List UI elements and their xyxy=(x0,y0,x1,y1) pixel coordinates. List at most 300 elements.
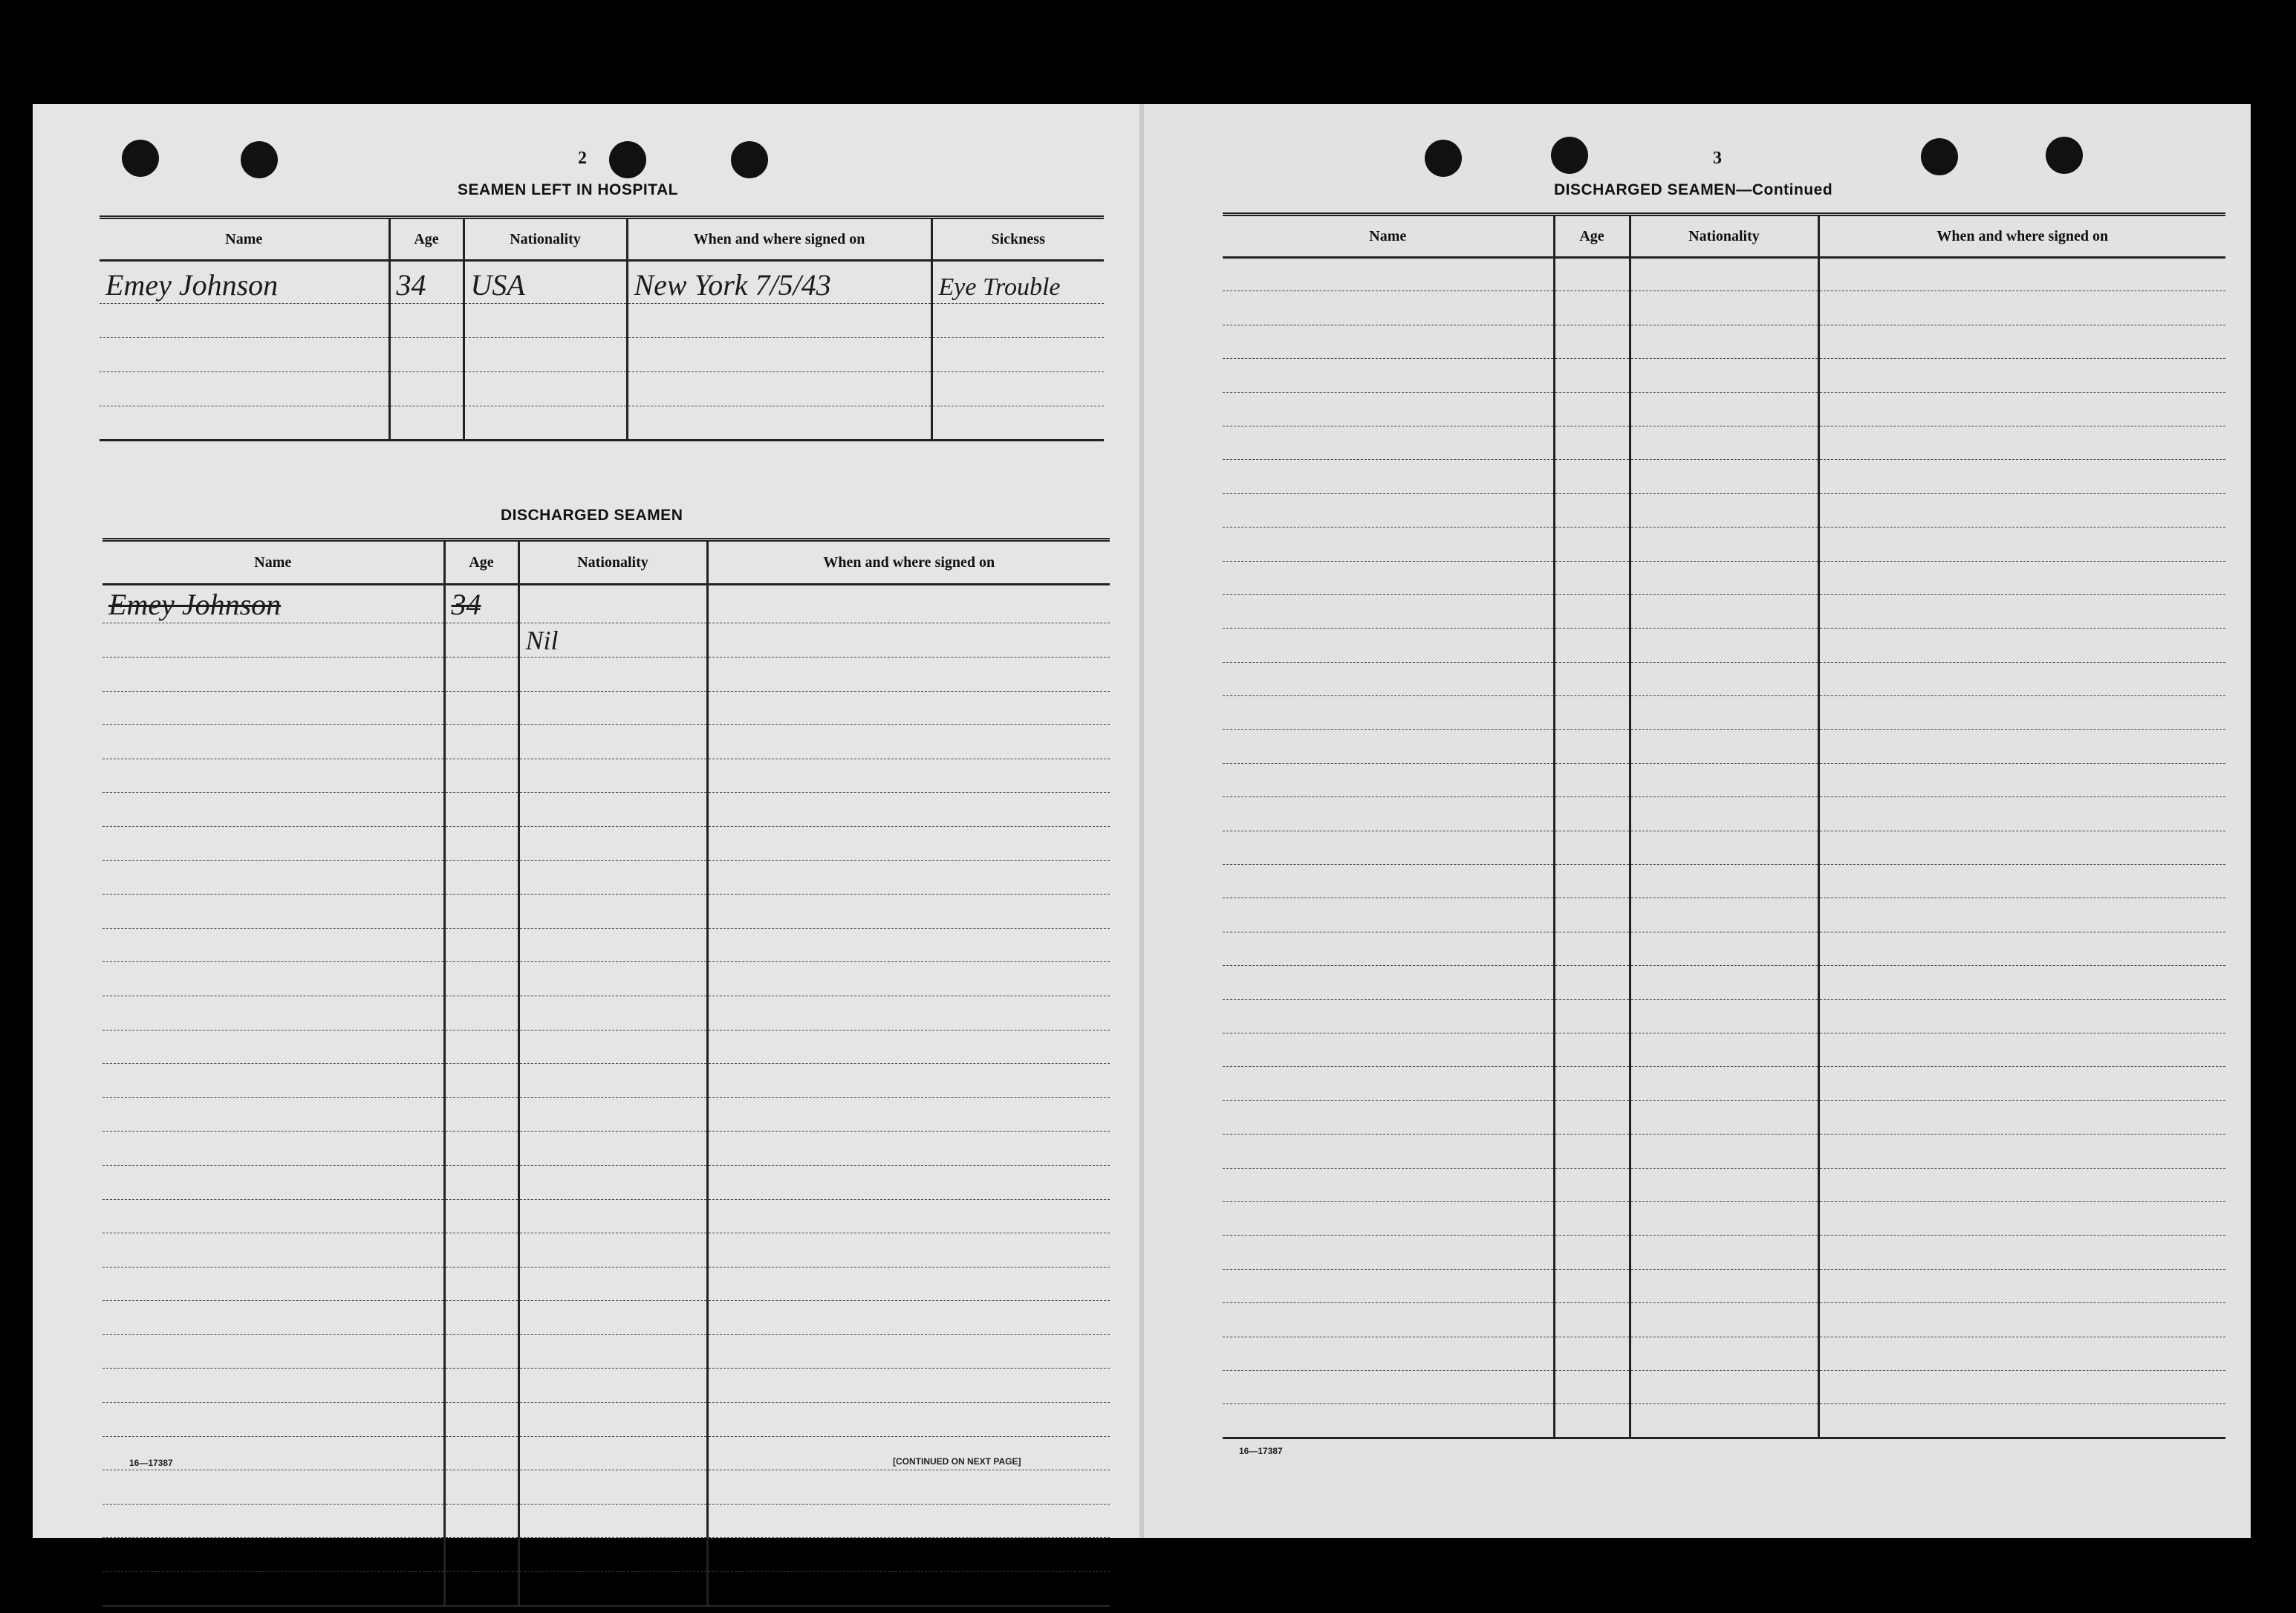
table-cell xyxy=(518,1030,707,1064)
table-cell xyxy=(707,962,1110,996)
form-number: 16—17387 xyxy=(129,1458,173,1468)
table-cell xyxy=(1630,1033,1818,1066)
table-cell xyxy=(1554,898,1630,932)
table-cell xyxy=(444,725,518,759)
table-cell xyxy=(518,826,707,860)
column-header-signed-on: When and where signed on xyxy=(1818,215,2225,258)
table-cell xyxy=(1630,1236,1818,1269)
table-cell xyxy=(444,1199,518,1233)
table-cell xyxy=(518,1403,707,1437)
table-cell xyxy=(1223,898,1554,932)
page-number: 2 xyxy=(578,149,587,168)
table-cell xyxy=(1223,865,1554,898)
table-row xyxy=(100,372,1104,406)
table-cell xyxy=(1554,831,1630,864)
handwritten-age: 34 xyxy=(451,588,481,621)
punch-hole xyxy=(731,141,768,178)
table-cell xyxy=(1818,1236,2225,1269)
table-row xyxy=(1223,1370,2225,1403)
table-cell xyxy=(707,996,1110,1030)
table-row xyxy=(103,1470,1110,1505)
table-cell xyxy=(1554,1236,1630,1269)
table-cell xyxy=(1223,932,1554,965)
page-number: 3 xyxy=(1713,149,1722,168)
table-cell xyxy=(1223,696,1554,730)
table-cell xyxy=(444,996,518,1030)
table-cell xyxy=(518,1436,707,1470)
table-row xyxy=(103,1572,1110,1606)
table-cell xyxy=(707,860,1110,895)
discharged-table xyxy=(103,538,1110,1607)
table-cell xyxy=(444,691,518,725)
table-cell xyxy=(1554,966,1630,999)
section-title-hospital: SEAMEN LEFT IN HOSPITAL xyxy=(458,181,678,198)
table-row xyxy=(1223,1236,2225,1269)
table-cell xyxy=(1818,291,2225,325)
table-cell xyxy=(1818,629,2225,662)
handwritten-nationality: Nil xyxy=(525,626,559,655)
table-cell xyxy=(518,1267,707,1301)
table-cell xyxy=(103,1538,444,1572)
table-cell xyxy=(1818,528,2225,561)
table-row xyxy=(103,585,1110,623)
table-cell xyxy=(1818,1370,2225,1403)
table-cell xyxy=(444,793,518,827)
table-row xyxy=(103,691,1110,725)
table-cell xyxy=(707,1199,1110,1233)
table-cell xyxy=(707,1165,1110,1199)
table-cell xyxy=(1554,528,1630,561)
table-cell xyxy=(518,1064,707,1098)
table-cell xyxy=(1818,1201,2225,1235)
table-cell xyxy=(1554,392,1630,426)
table-cell xyxy=(1223,1269,1554,1302)
table-row xyxy=(1223,797,2225,831)
column-header-signed-on: When and where signed on xyxy=(707,540,1110,585)
table-cell xyxy=(103,928,444,962)
table-cell xyxy=(103,1165,444,1199)
table-row xyxy=(1223,392,2225,426)
table-cell xyxy=(103,1233,444,1268)
table-cell xyxy=(444,1301,518,1335)
table-cell xyxy=(444,895,518,929)
table-cell xyxy=(444,759,518,793)
column-header-nationality: Nationality xyxy=(518,540,707,585)
table-cell xyxy=(1223,1100,1554,1134)
table-cell xyxy=(103,725,444,759)
table-cell xyxy=(1630,898,1818,932)
table-row xyxy=(1223,696,2225,730)
table-cell xyxy=(1630,460,1818,493)
table-cell xyxy=(518,1334,707,1369)
table-cell xyxy=(1554,1067,1630,1100)
table-cell xyxy=(1818,1404,2225,1438)
form-number: 16—17387 xyxy=(1239,1446,1283,1456)
table-cell xyxy=(518,691,707,725)
table-cell xyxy=(1554,763,1630,796)
table-cell xyxy=(103,1267,444,1301)
table-row xyxy=(103,1403,1110,1437)
table-cell xyxy=(1818,426,2225,459)
table-cell xyxy=(1554,561,1630,594)
handwritten-signed-on xyxy=(709,654,1110,657)
table-cell xyxy=(1630,1370,1818,1403)
table-row xyxy=(103,1267,1110,1301)
table-cell xyxy=(1818,1269,2225,1302)
table-cell xyxy=(1223,291,1554,325)
table-cell xyxy=(1630,797,1818,831)
table-row xyxy=(1223,898,2225,932)
table-row xyxy=(100,304,1104,338)
table-cell xyxy=(1630,1100,1818,1134)
table-cell xyxy=(518,1097,707,1132)
handwritten-sickness: Eye Trouble xyxy=(938,273,1061,301)
table-row xyxy=(1223,1337,2225,1370)
table-cell xyxy=(1223,1168,1554,1201)
table-row xyxy=(1223,1404,2225,1438)
table-row xyxy=(1223,359,2225,392)
table-row xyxy=(100,406,1104,441)
table-cell xyxy=(707,1030,1110,1064)
table-cell xyxy=(1554,460,1630,493)
table-cell xyxy=(518,725,707,759)
right-page xyxy=(1144,104,2251,1538)
table-cell xyxy=(1554,325,1630,358)
table-row xyxy=(100,338,1104,372)
table-cell xyxy=(444,1132,518,1166)
table-cell xyxy=(1818,1337,2225,1370)
table-cell xyxy=(1630,1303,1818,1337)
discharged-continued-table xyxy=(1223,212,2225,1439)
handwritten-age: 34 xyxy=(396,268,426,302)
handwritten-name: Emey Johnson xyxy=(105,268,279,302)
table-row xyxy=(103,1030,1110,1064)
table-cell xyxy=(707,1538,1110,1572)
table-cell xyxy=(1554,662,1630,695)
table-cell xyxy=(1223,325,1554,358)
table-cell xyxy=(1554,1100,1630,1134)
handwritten-nationality: USA xyxy=(470,268,525,302)
table-cell xyxy=(103,1572,444,1606)
table-cell xyxy=(1818,932,2225,965)
table-cell xyxy=(1818,763,2225,796)
table-row xyxy=(103,793,1110,827)
table-cell xyxy=(1223,561,1554,594)
punch-hole xyxy=(609,141,646,178)
table-cell xyxy=(1223,763,1554,796)
hospital-table xyxy=(100,215,1104,441)
table-row xyxy=(103,826,1110,860)
table-cell xyxy=(1554,1404,1630,1438)
table-cell xyxy=(1818,865,2225,898)
column-header-name: Name xyxy=(1223,215,1554,258)
table-row xyxy=(103,1199,1110,1233)
table-row xyxy=(103,1538,1110,1572)
table-cell xyxy=(1554,629,1630,662)
table-cell xyxy=(103,1504,444,1538)
table-cell xyxy=(103,826,444,860)
table-cell xyxy=(1630,1201,1818,1235)
table-cell xyxy=(707,658,1110,692)
table-cell xyxy=(707,1064,1110,1098)
table-cell xyxy=(707,1470,1110,1505)
table-cell xyxy=(1818,359,2225,392)
table-row xyxy=(1223,1269,2225,1302)
table-cell xyxy=(1223,528,1554,561)
table-row xyxy=(1223,831,2225,864)
table-cell xyxy=(707,793,1110,827)
table-cell xyxy=(103,1132,444,1166)
table-row xyxy=(103,1301,1110,1335)
table-row xyxy=(103,725,1110,759)
table-cell xyxy=(444,1403,518,1437)
table-cell xyxy=(103,759,444,793)
table-row xyxy=(1223,1033,2225,1066)
table-cell xyxy=(1223,831,1554,864)
table-cell xyxy=(444,1504,518,1538)
table-cell xyxy=(1818,493,2225,527)
table-cell xyxy=(1554,1337,1630,1370)
table-cell xyxy=(518,1369,707,1403)
table-cell xyxy=(1223,460,1554,493)
column-header-sickness: Sickness xyxy=(931,218,1104,261)
table-cell xyxy=(1554,258,1630,291)
table-row xyxy=(1223,325,2225,358)
table-cell xyxy=(707,1403,1110,1437)
table-cell xyxy=(518,1233,707,1268)
table-cell xyxy=(1630,1168,1818,1201)
table-cell xyxy=(1223,1033,1554,1066)
table-cell xyxy=(444,1436,518,1470)
table-cell xyxy=(103,1470,444,1505)
table-row xyxy=(103,1132,1110,1166)
table-cell xyxy=(1223,1337,1554,1370)
table-cell xyxy=(1554,865,1630,898)
table-cell xyxy=(1818,999,2225,1033)
table-cell xyxy=(444,658,518,692)
table-cell xyxy=(707,759,1110,793)
table-cell xyxy=(1818,1303,2225,1337)
table-cell xyxy=(1223,797,1554,831)
table-cell xyxy=(444,826,518,860)
table-cell xyxy=(1554,932,1630,965)
table-cell xyxy=(1223,629,1554,662)
table-row xyxy=(1223,1067,2225,1100)
table-cell xyxy=(1554,696,1630,730)
table-cell xyxy=(1223,493,1554,527)
table-cell xyxy=(103,1334,444,1369)
table-cell xyxy=(1630,291,1818,325)
handwritten-signed-on: New York 7/5/43 xyxy=(634,268,831,302)
table-cell xyxy=(103,1369,444,1403)
table-cell xyxy=(444,1572,518,1606)
table-cell xyxy=(518,895,707,929)
table-cell xyxy=(1223,392,1554,426)
table-cell xyxy=(103,793,444,827)
handwritten-name xyxy=(103,654,443,657)
table-cell xyxy=(1630,1269,1818,1302)
table-cell xyxy=(1818,1168,2225,1201)
punch-hole xyxy=(1921,138,1958,175)
left-page xyxy=(33,104,1139,1538)
table-cell xyxy=(1630,325,1818,358)
table-row xyxy=(1223,1303,2225,1337)
table-cell xyxy=(707,1369,1110,1403)
table-cell xyxy=(1630,629,1818,662)
table-row xyxy=(103,895,1110,929)
table-row xyxy=(103,928,1110,962)
table-cell xyxy=(103,996,444,1030)
column-header-age: Age xyxy=(1554,215,1630,258)
table-row xyxy=(1223,1168,2225,1201)
table-cell xyxy=(518,1301,707,1335)
table-cell xyxy=(444,1030,518,1064)
table-row xyxy=(103,1369,1110,1403)
table-cell xyxy=(1818,1135,2225,1168)
table-cell xyxy=(103,860,444,895)
table-row xyxy=(103,658,1110,692)
table-cell xyxy=(1630,528,1818,561)
table-cell xyxy=(1630,696,1818,730)
table-cell xyxy=(707,1504,1110,1538)
table-row xyxy=(1223,493,2225,527)
table-cell xyxy=(1554,1303,1630,1337)
section-title-discharged-continued: DISCHARGED SEAMEN—Continued xyxy=(1554,181,1833,198)
table-cell xyxy=(1818,662,2225,695)
table-cell xyxy=(518,1504,707,1538)
table-cell xyxy=(1223,966,1554,999)
punch-hole xyxy=(122,140,159,177)
table-cell xyxy=(1223,1303,1554,1337)
table-cell xyxy=(518,1132,707,1166)
table-cell xyxy=(707,1233,1110,1268)
table-cell xyxy=(518,759,707,793)
table-row xyxy=(103,1504,1110,1538)
table-row xyxy=(1223,528,2225,561)
table-cell xyxy=(103,962,444,996)
table-cell xyxy=(1223,426,1554,459)
table-cell xyxy=(103,1403,444,1437)
table-row xyxy=(103,1097,1110,1132)
table-cell xyxy=(1630,359,1818,392)
table-cell xyxy=(1630,426,1818,459)
table-cell xyxy=(1223,730,1554,763)
table-cell xyxy=(1818,1067,2225,1100)
handwritten-name: Emey Johnson xyxy=(108,588,282,621)
table-cell xyxy=(1630,831,1818,864)
table-cell xyxy=(103,895,444,929)
table-cell xyxy=(444,1233,518,1268)
table-cell xyxy=(1818,898,2225,932)
table-row xyxy=(1223,932,2225,965)
table-row xyxy=(1223,1135,2225,1168)
table-cell xyxy=(707,725,1110,759)
table-cell xyxy=(1554,999,1630,1033)
handwritten-age xyxy=(446,654,518,657)
table-row xyxy=(103,1233,1110,1268)
table-cell xyxy=(1554,1269,1630,1302)
table-row xyxy=(1223,291,2225,325)
table-cell xyxy=(1223,1201,1554,1235)
table-cell xyxy=(1818,831,2225,864)
table-cell xyxy=(1818,561,2225,594)
table-cell xyxy=(518,1470,707,1505)
table-row xyxy=(1223,426,2225,459)
table-cell xyxy=(1223,1135,1554,1168)
table-cell xyxy=(518,1572,707,1606)
table-cell xyxy=(1223,258,1554,291)
table-cell xyxy=(444,1538,518,1572)
table-cell xyxy=(707,1267,1110,1301)
table-cell xyxy=(518,928,707,962)
table-cell xyxy=(444,1165,518,1199)
table-cell xyxy=(1223,594,1554,628)
table-cell xyxy=(1818,594,2225,628)
table-cell xyxy=(444,1470,518,1505)
table-cell xyxy=(1554,594,1630,628)
table-cell xyxy=(1818,1100,2225,1134)
table-cell xyxy=(444,860,518,895)
table-cell xyxy=(1818,460,2225,493)
table-cell xyxy=(1554,797,1630,831)
table-row xyxy=(1223,258,2225,291)
table-cell xyxy=(1554,493,1630,527)
table-row xyxy=(103,1064,1110,1098)
table-cell xyxy=(1818,258,2225,291)
table-cell xyxy=(1223,1067,1554,1100)
table-cell xyxy=(1630,763,1818,796)
column-header-age: Age xyxy=(444,540,518,585)
table-row xyxy=(1223,966,2225,999)
punch-hole xyxy=(1425,140,1462,177)
table-cell xyxy=(444,1334,518,1369)
punch-hole xyxy=(2046,137,2083,174)
table-cell xyxy=(518,860,707,895)
table-cell xyxy=(707,1132,1110,1166)
table-cell xyxy=(1630,561,1818,594)
table-cell xyxy=(1223,999,1554,1033)
table-cell xyxy=(707,1097,1110,1132)
table-cell xyxy=(444,928,518,962)
table-row xyxy=(1223,1201,2225,1235)
table-row xyxy=(103,860,1110,895)
table-cell xyxy=(1818,1033,2225,1066)
table-cell xyxy=(1818,325,2225,358)
table-cell xyxy=(103,1030,444,1064)
table-cell xyxy=(1818,730,2225,763)
table-row xyxy=(1223,629,2225,662)
table-cell xyxy=(1630,1337,1818,1370)
table-cell xyxy=(1554,359,1630,392)
table-cell xyxy=(1554,1135,1630,1168)
table-cell xyxy=(1818,392,2225,426)
table-cell xyxy=(707,928,1110,962)
table-cell xyxy=(1630,258,1818,291)
table-row xyxy=(103,759,1110,793)
table-row xyxy=(103,962,1110,996)
table-cell xyxy=(1554,730,1630,763)
table-cell xyxy=(1223,1370,1554,1403)
column-header-nationality: Nationality xyxy=(1630,215,1818,258)
table-cell xyxy=(1630,392,1818,426)
table-row xyxy=(103,996,1110,1030)
punch-hole xyxy=(1551,137,1588,174)
section-title-discharged: DISCHARGED SEAMEN xyxy=(501,507,683,524)
table-cell xyxy=(1818,797,2225,831)
table-row xyxy=(1223,594,2225,628)
table-row xyxy=(103,1165,1110,1199)
table-cell xyxy=(518,962,707,996)
